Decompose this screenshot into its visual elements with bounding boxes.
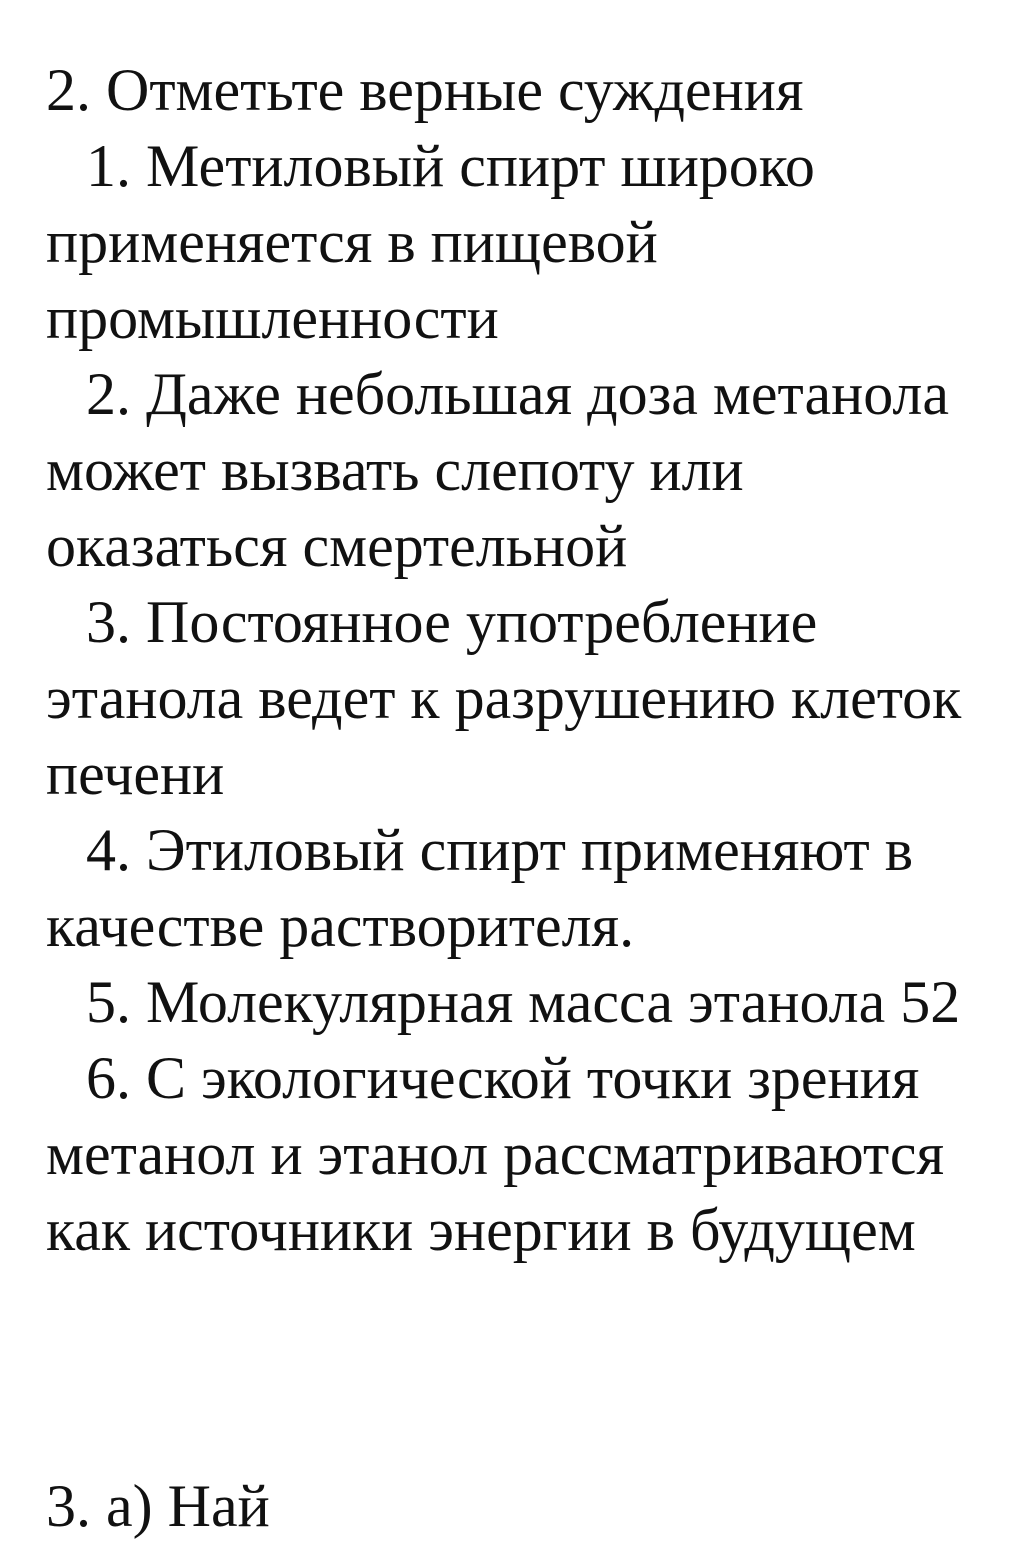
next-question-cutoff: 3. а) Най [46,1473,270,1539]
statement-5: 5. Молекулярная масса этанола 52 [86,969,961,1035]
statement-4: 4. Этиловый спирт применяют в качестве растворителя. [46,817,914,959]
statement-6: 6. С экологической точки зрения метанол и этанол рассматриваются как источники энергии в будущем [46,1045,945,1263]
statement-3: 3. Постоянное употребление этанола ведет к разрушению клеток печени [46,589,962,807]
document-page [46,52,986,1268]
question-title: 2. Отметьте верные суждения [46,57,804,123]
statement-2: 2. Даже небольшая доза метанола может вызвать слепоту или оказаться смертельной [46,361,949,579]
statement-1: 1. Метиловый спирт широко применяется в пищевой промышленности [46,133,815,351]
